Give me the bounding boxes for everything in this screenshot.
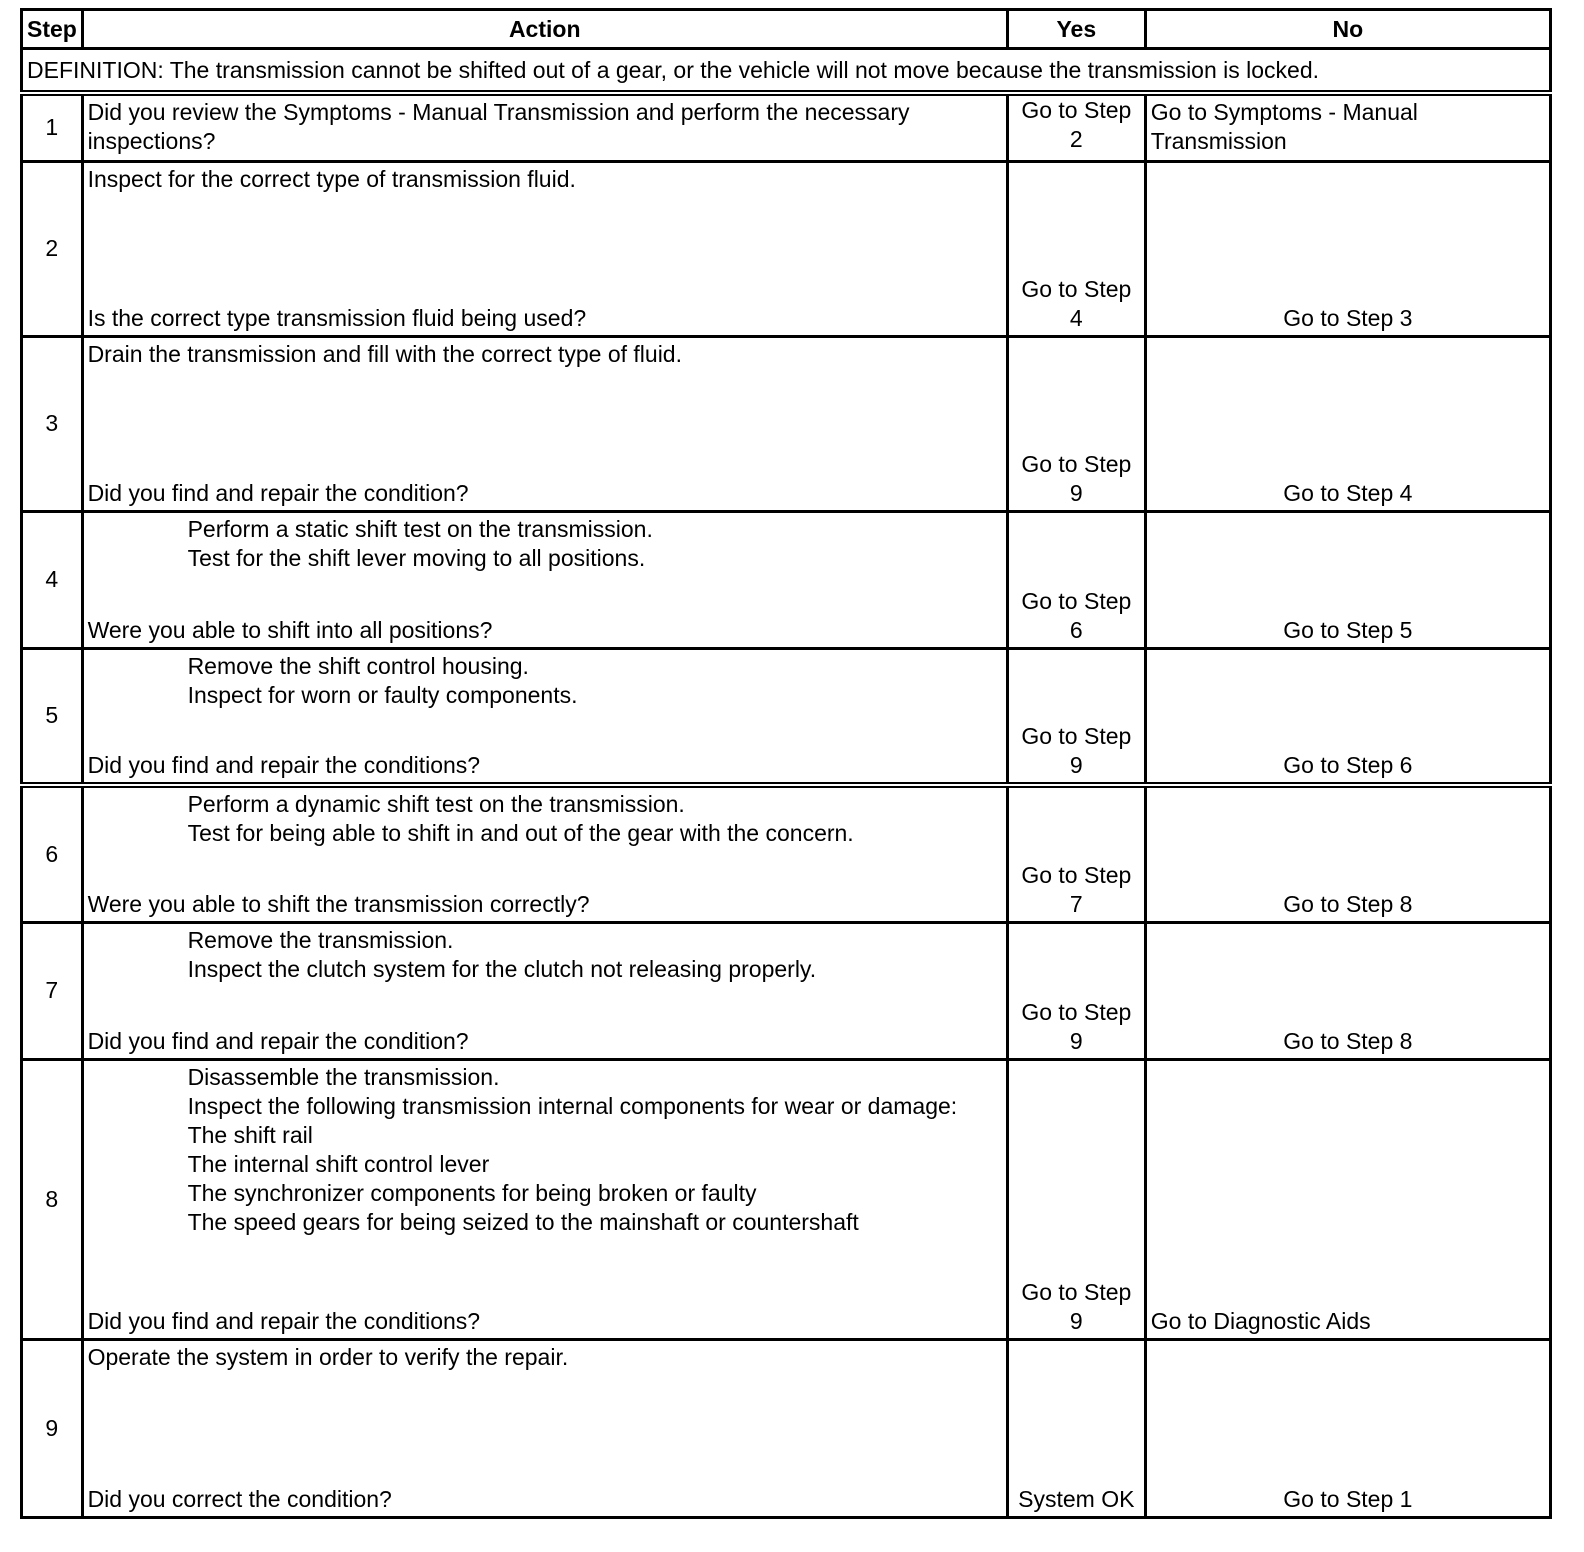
action-line: Remove the shift control housing. [187, 652, 529, 679]
action-question: Did you correct the condition? [87, 1485, 392, 1512]
action-question: Did you find and repair the condition? [87, 1027, 469, 1054]
step-number: 2 [22, 161, 83, 336]
step-number: 1 [22, 93, 83, 161]
yes-cell: System OK [1007, 1339, 1145, 1517]
action-line: Test for the shift lever moving to all positions. [187, 544, 646, 571]
action-cell [82, 511, 1007, 648]
action-line: Test for being able to shift in and out of the gear with the concern. [187, 820, 854, 846]
action-question: Did you review the Symptoms - Manual Transmission and perform the necessary inspections? [87, 99, 910, 154]
yes-cell: Go to Step 9 [1007, 1059, 1145, 1339]
action-line: Operate the system in order to verify the repair. [87, 1343, 569, 1370]
yes-cell: Go to Step 9 [1007, 336, 1145, 511]
table-row [22, 336, 1551, 511]
action-line: The shift rail [187, 1121, 313, 1148]
action-line: The speed gears for being seized to the mainshaft or countershaft [187, 1208, 859, 1235]
step-number: 8 [22, 1059, 83, 1339]
step-number: 5 [22, 648, 83, 785]
yes-cell: Go to Step 9 [1007, 922, 1145, 1059]
action-question: Did you find and repair the conditions? [87, 752, 481, 778]
table-row [22, 785, 1551, 922]
step-number: 6 [22, 785, 83, 922]
action-cell [82, 922, 1007, 1059]
action-line: Perform a static shift test on the transmission. [187, 515, 653, 542]
action-question: Were you able to shift the transmission correctly? [87, 890, 590, 917]
definition-text: DEFINITION: The transmission cannot be shifted out of a gear, or the vehicle will not move because the transmission is locked. [22, 49, 1551, 94]
action-cell [82, 1059, 1007, 1339]
no-cell: Go to Step 1 [1145, 1339, 1550, 1517]
table-row [22, 161, 1551, 336]
action-question: Did you find and repair the condition? [87, 479, 469, 506]
header-yes: Yes [1007, 10, 1145, 49]
header-step: Step [22, 10, 83, 49]
action-line: The internal shift control lever [187, 1150, 490, 1177]
no-cell: Go to Symptoms - Manual Transmission [1145, 93, 1550, 161]
action-line: The synchronizer components for being broken or faulty [187, 1179, 757, 1206]
table-row [22, 922, 1551, 1059]
action-cell [82, 1339, 1007, 1517]
action-line: Disassemble the transmission. [187, 1063, 500, 1090]
action-cell [82, 161, 1007, 336]
table-row [22, 511, 1551, 648]
no-cell: Go to Step 3 [1145, 161, 1550, 336]
no-cell: Go to Step 8 [1145, 922, 1550, 1059]
diagnostic-table [20, 8, 1552, 1519]
action-cell [82, 93, 1007, 161]
header-no: No [1145, 10, 1550, 49]
table-row [22, 93, 1551, 161]
action-question: Did you find and repair the conditions? [87, 1307, 481, 1334]
action-question: Is the correct type transmission fluid being used? [87, 304, 587, 331]
yes-cell: Go to Step 4 [1007, 161, 1145, 336]
definition-row [22, 49, 1551, 94]
no-cell: Go to Diagnostic Aids [1145, 1059, 1550, 1339]
action-line: Perform a dynamic shift test on the transmission. [187, 791, 685, 817]
no-cell: Go to Step 8 [1145, 785, 1550, 922]
table-row [22, 648, 1551, 785]
table-header-row [22, 10, 1551, 49]
action-cell [82, 785, 1007, 922]
action-cell [82, 336, 1007, 511]
no-cell: Go to Step 4 [1145, 336, 1550, 511]
action-line: Inspect the following transmission internal components for wear or damage: [187, 1092, 958, 1119]
header-action: Action [82, 10, 1007, 49]
step-number: 9 [22, 1339, 83, 1517]
yes-cell: Go to Step 7 [1007, 785, 1145, 922]
action-line: Drain the transmission and fill with the correct type of fluid. [87, 340, 682, 367]
action-line: Inspect for worn or faulty components. [187, 681, 578, 708]
action-line: Inspect the clutch system for the clutch not releasing properly. [187, 955, 817, 982]
no-cell: Go to Step 6 [1145, 648, 1550, 785]
table-row [22, 1339, 1551, 1517]
action-cell [82, 648, 1007, 785]
action-question: Were you able to shift into all positions? [87, 616, 493, 643]
yes-cell: Go to Step 2 [1007, 93, 1145, 161]
action-line: Remove the transmission. [187, 926, 454, 953]
yes-cell: Go to Step 9 [1007, 648, 1145, 785]
diagnostic-table-page [20, 8, 1552, 1519]
no-cell: Go to Step 5 [1145, 511, 1550, 648]
table-row [22, 1059, 1551, 1339]
step-number: 3 [22, 336, 83, 511]
step-number: 7 [22, 922, 83, 1059]
action-line: Inspect for the correct type of transmission fluid. [87, 165, 576, 192]
step-number: 4 [22, 511, 83, 648]
yes-cell: Go to Step 6 [1007, 511, 1145, 648]
